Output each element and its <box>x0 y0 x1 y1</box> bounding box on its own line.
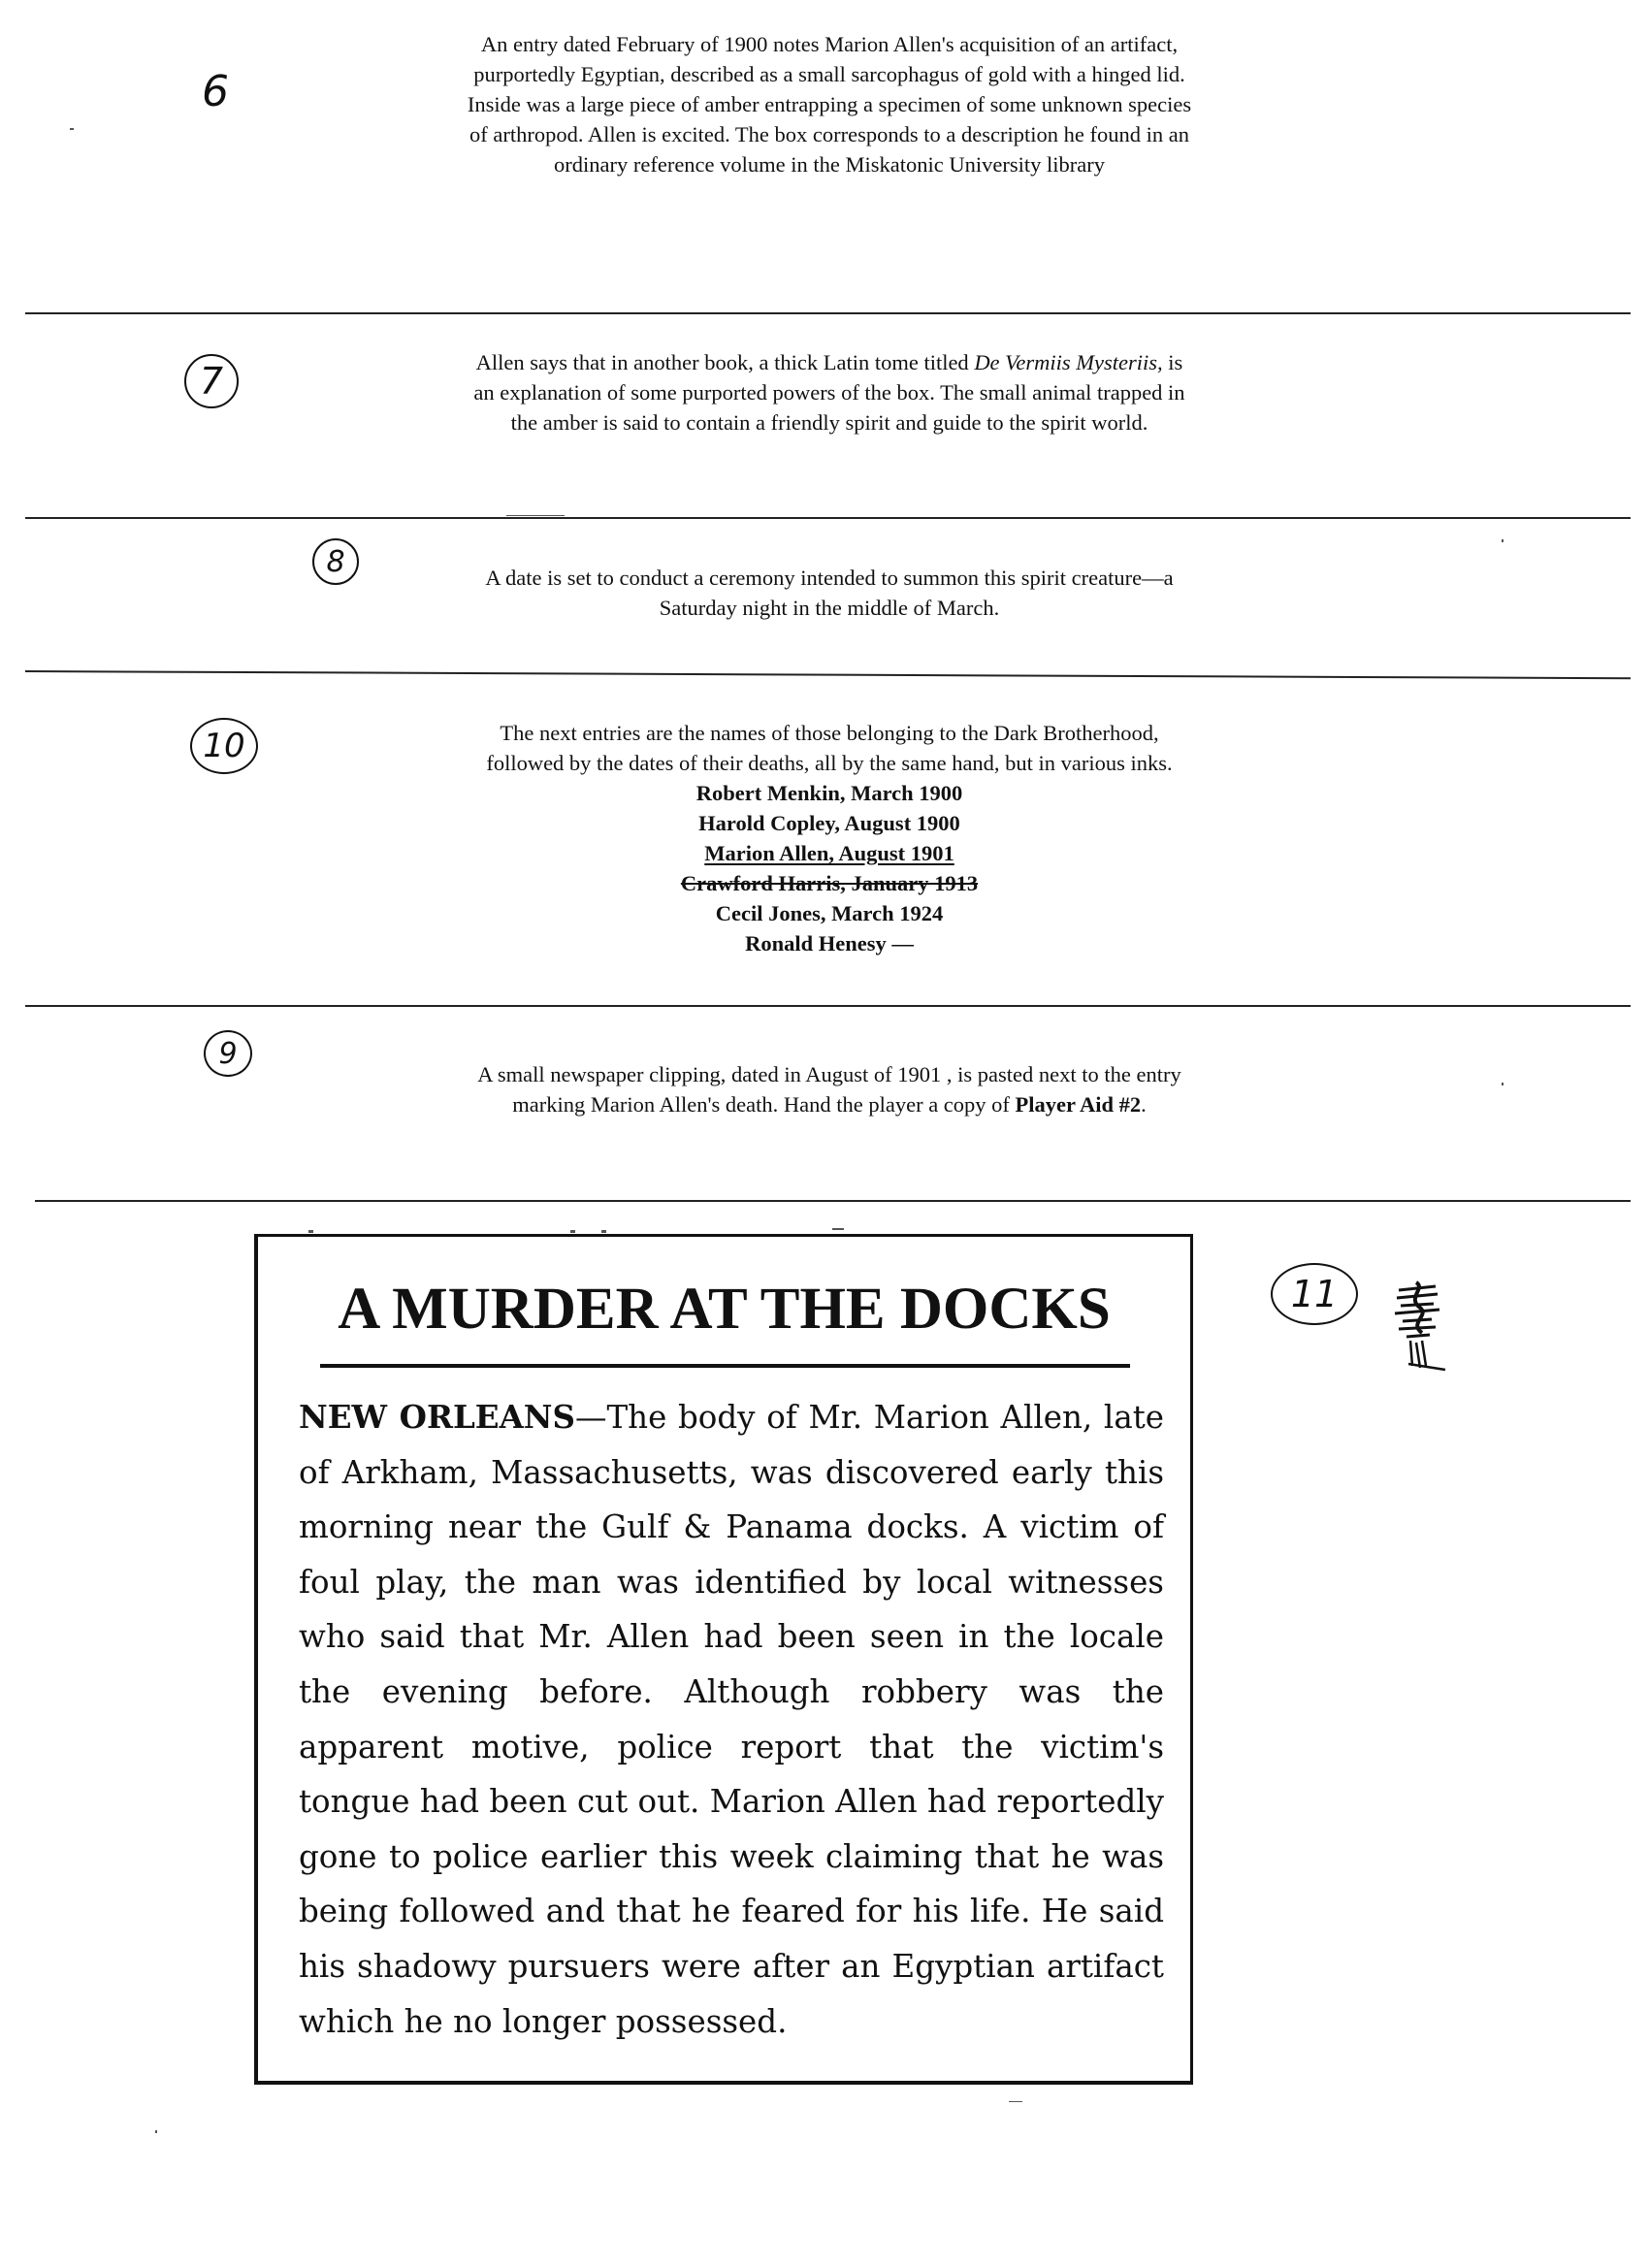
divider-4 <box>25 1005 1631 1007</box>
section-marker-6: 6 <box>202 66 229 116</box>
newspaper-clipping <box>254 1234 1193 2085</box>
section-9-text-end: . <box>1141 1092 1147 1117</box>
section-marker-7: 7 <box>184 354 239 408</box>
divider-1 <box>25 312 1631 314</box>
section-9-text <box>466 1059 1193 1119</box>
scan-speck <box>1502 539 1504 542</box>
section-6-paragraph: An entry dated February of 1900 notes Marion Allen's acquisition of an artifact, purportedly Egyptian, described as a small sarcophagus of gold with a hinged lid. Inside was a large piece of amber entrapping a specimen of some unknown species of arthropod. Allen is excited. The box corresponds to a description he found in an ordinary reference volume in the Miskatonic University library <box>467 32 1192 177</box>
section-marker-8: 8 <box>312 538 359 585</box>
brotherhood-names <box>466 778 1193 958</box>
section-7-text <box>466 347 1193 437</box>
section-marker-10: 10 <box>190 718 258 774</box>
name-entry: Harold Copley, August 1900 <box>698 811 960 835</box>
scan-speck <box>1502 1083 1504 1085</box>
name-entry: Marion Allen, August 1901 <box>704 841 954 865</box>
scribble-mark <box>1387 1279 1455 1372</box>
book-title: De Vermiis Mysteriis, <box>974 350 1163 374</box>
section-marker-9: 9 <box>204 1030 252 1077</box>
name-entry: Ronald Henesy — <box>745 931 914 956</box>
scan-speck <box>70 128 74 130</box>
section-marker-11: 11 <box>1271 1263 1358 1325</box>
section-7-text-start: Allen says that in another book, a thick Latin tome titled <box>475 350 975 374</box>
divider-2 <box>25 517 1631 519</box>
clipping-headline: A MURDER AT THE DOCKS <box>338 1277 1111 1342</box>
section-7-text-end: is an explanation of some purported powers of the box. The small animal trapped in the amber is said to contain a friendly spirit and guide to the spirit world. <box>473 350 1185 435</box>
section-9-text-start: A small newspaper clipping, dated in August of 1901 , is pasted next to the entry marking Marion Allen's death. Hand the player a copy of <box>477 1062 1181 1117</box>
section-10-intro: The next entries are the names of those belonging to the Dark Brotherhood, followed by the dates of their deaths, all by the same hand, but in various inks. <box>486 721 1173 775</box>
name-entry: Robert Menkin, March 1900 <box>695 781 963 805</box>
section-10-text <box>466 718 1193 958</box>
divider-3 <box>25 670 1631 679</box>
scan-speck <box>832 1228 844 1230</box>
scan-speck <box>308 1230 313 1233</box>
scan-speck <box>506 515 565 516</box>
scan-speck <box>601 1230 606 1233</box>
scan-speck <box>1009 2101 1022 2102</box>
name-entry: Cecil Jones, March 1924 <box>715 901 944 925</box>
section-6-text <box>466 29 1193 179</box>
headline-rule <box>320 1364 1130 1368</box>
name-entry: Crawford Harris, January 1913 <box>680 871 979 895</box>
section-8-text <box>466 563 1193 623</box>
player-aid-ref: Player Aid #2 <box>1015 1092 1142 1117</box>
clipping-body <box>299 1390 1164 2049</box>
section-8-paragraph: A date is set to conduct a ceremony intended to summon this spirit creature—a Saturday night in the middle of March. <box>485 566 1174 620</box>
scan-speck <box>570 1230 575 1233</box>
divider-5 <box>35 1200 1631 1202</box>
scan-speck <box>155 2130 157 2133</box>
clipping-text: —The body of Mr. Marion Allen, late of Arkham, Massachusetts, was discovered early this morning near the Gulf & Panama docks. A victim of foul play, the man was identified by local witnesses who said that Mr. Allen had been seen in the locale the evening before. Although robbery was the apparent motive, police report that the victim's tongue had been cut out. Marion Allen had reportedly gone to police earlier this week claiming that he was being followed and that he feared for his life. He said his shadowy pursuers were after an Egyptian artifact which he no longer possessed. <box>299 1399 1164 2040</box>
clipping-dateline: NEW ORLEANS <box>299 1398 575 1436</box>
